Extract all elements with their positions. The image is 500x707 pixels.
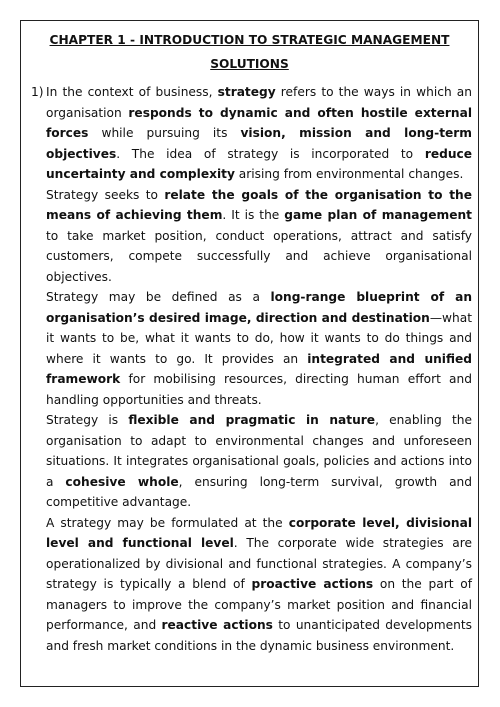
- text-run: to take market position, conduct operations, attract and satisfy customers, compete successfully and achieve organisational objectives.: [46, 228, 472, 284]
- bold-term: relate the goals of the organisation to the means of achieving them: [46, 187, 472, 222]
- bold-term: cohesive whole: [65, 474, 179, 489]
- text-run: . The corporate wide strategies are operationalized by divisional and functional strategies. A company’s strategy is typically a blend of: [46, 536, 472, 591]
- bold-term: game plan of management: [284, 208, 472, 222]
- text-run: on the part of managers to improve the company’s market position and financial performance, and: [46, 577, 472, 632]
- text-run: Strategy seeks to: [46, 187, 165, 202]
- bold-term: strategy: [217, 85, 276, 99]
- answer-paragraph: [46, 82, 472, 185]
- text-run: Strategy may be defined as a: [46, 290, 271, 304]
- bold-term: flexible and pragmatic in nature: [128, 413, 376, 427]
- text-run: while pursuing its: [88, 126, 241, 140]
- text-run: to unanticipated developments and fresh market conditions in the dynamic business environment.: [46, 618, 473, 653]
- bold-term: proactive actions: [251, 577, 374, 591]
- solutions-heading: SOLUTIONS: [210, 57, 289, 71]
- bold-term: long-range blueprint of an organisation’s desired image, direction and destination: [46, 290, 472, 325]
- bold-term: corporate level, divisional level and functional level: [46, 515, 472, 550]
- bold-term: reactive actions: [161, 618, 273, 632]
- text-run: A strategy may be formulated at the: [46, 515, 289, 530]
- text-run: , ensuring long-term survival, growth and competitive advantage.: [46, 474, 472, 509]
- text-run: , enabling the organisation to adapt to environmental changes and unforeseen situations. It integrates organisational goals, policies and actions into a: [46, 413, 472, 489]
- text-run: . The idea of strategy is incorporated to: [116, 146, 425, 161]
- question-number: 1): [31, 85, 44, 99]
- text-run: —what it wants to be, what it wants to do, how it wants to do things and where it wants to go. It provides an: [46, 310, 472, 366]
- bold-term: integrated and unified framework: [46, 351, 472, 386]
- text-run: Strategy is: [46, 413, 129, 427]
- answer-body: [46, 82, 472, 656]
- bold-term: responds to dynamic and often hostile external forces: [46, 105, 472, 140]
- text-run: arising from environmental changes.: [234, 167, 464, 181]
- bold-term: vision, mission and long-term objectives: [46, 126, 472, 161]
- answer-paragraph: [46, 185, 472, 288]
- text-run: for mobilising resources, directing human effort and handling opportunities and threats.: [46, 372, 472, 407]
- bold-term: reduce uncertainty and complexity: [46, 146, 472, 181]
- chapter-title: CHAPTER 1 - INTRODUCTION TO STRATEGIC MANAGEMENT: [49, 33, 450, 47]
- answer-paragraph: [46, 410, 472, 513]
- answer-paragraph: [46, 287, 472, 410]
- text-run: In the context of business,: [46, 85, 218, 99]
- text-run: . It is the: [222, 208, 285, 222]
- answer-paragraph: [46, 513, 472, 657]
- text-run: refers to the ways in which an organisation: [46, 85, 472, 120]
